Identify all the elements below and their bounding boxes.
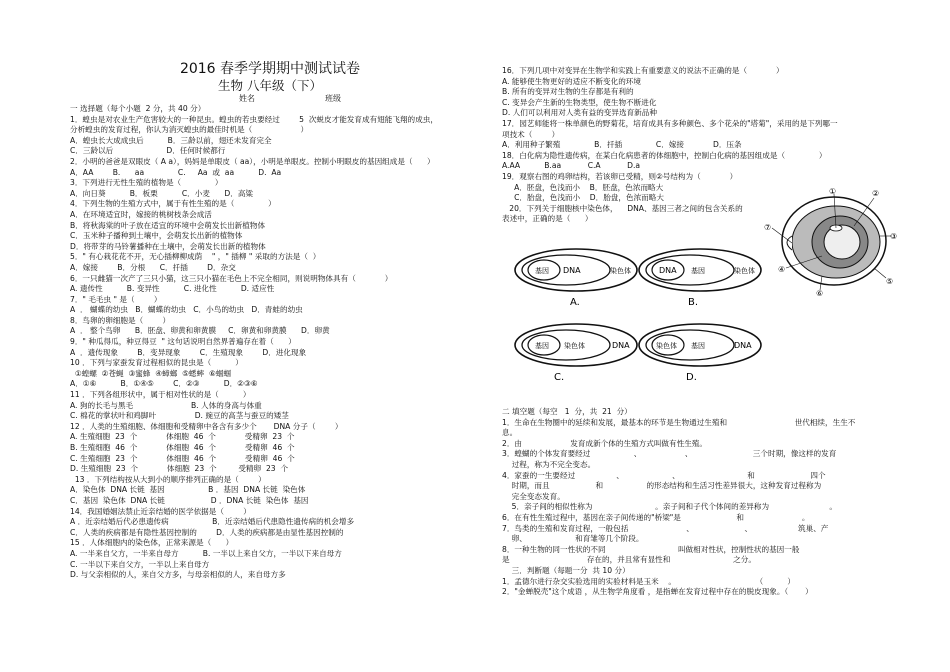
egg-label-4: ⑤ [886,277,894,286]
name-label: 姓名 [239,94,255,103]
left-question-line: A．在环境适宜时，嫁接的桃树枝条会成活 [70,209,212,219]
left-question-line: 3．下列进行无性生殖的植物是（ ） [70,178,223,188]
left-question-line: A．AA B. aa C. Aa 或 aa D. Aa [70,167,282,177]
left-question-line: 4．下列生物的生殖方式中，属于有性生殖的是（ ） [70,199,276,209]
left-question-line: 分析蝗虫的发育过程，你认为消灭蝗虫的最佳时机是（ ） [70,125,309,135]
left-question-line: A．蝗虫长大成成虫后 B．三龄以前，翅还未发育完全 [70,135,272,145]
fill-question-line: 4．家蚕的一生要经过 、 、 和 四个 [502,470,826,480]
left-question-line: A ．近亲结婚后代必患遗传病 B．近亲结婚后代患隐性遗传病的机会增多 [70,517,355,527]
right-question-line: 项技术（ ） [502,129,560,139]
left-question-line: 14．我国婚姻法禁止近亲结婚的医学依据是（ ） [70,506,251,516]
right-question-line: 20．下列关于细胞核中染色体， DNA、基因三者之间的包含关系的 [502,203,743,213]
diagram-b [636,247,766,309]
diagram-a-letter: A. [570,297,580,308]
fill-question-line: 卵、 和育雏等几个阶段。 [502,534,644,544]
fill-question-line: 二 填空题（每空 1 分，共 21 分） [502,407,632,416]
left-question-line: 6．一只雌猫一次产了三只小猫，这三只小猫在毛色上不完全相同，则说明物体具有（ ） [70,273,393,283]
egg-label-2: ② [872,189,880,198]
egg-label-5: ⑥ [816,289,824,296]
left-question-line: C. 生殖细胞 23 个 体细胞 46 个 受精卵 46 个 [70,453,295,463]
left-question-line: B. 生殖细胞 46 个 体细胞 46 个 受精卵 46 个 [70,443,295,452]
fill-question-line: 2．由 发育成新个体的生殖方式叫做有性生殖。 [502,438,707,448]
left-question-line: C. 棉花的掌状叶和鸡脚叶 D. 豌豆的高茎与蚕豆的矮茎 [70,411,289,421]
diagram-c-inner: 基因 [535,342,549,350]
right-question-line: 表述中，正确的是（ ） [502,214,593,224]
left-question-line: A. 狗的长毛与黑毛 B. 人体的身高与体重 [70,400,262,410]
left-question-line: A. 一半来自父方，一半来自母方 B. 一半以上来自父方，一半以下来自母方 [70,548,342,558]
right-question-line: A．利用种子繁殖 B．扦插 C．嫁接 D．压条 [502,140,742,150]
diagram-a-outer: 染色体 [610,267,631,275]
fill-question-line: 8．一种生物的同一性状的不同 叫做相对性状，控制性状的基因一般 [502,544,800,554]
left-question-line: 13 ．下列结构按从大到小的顺序排列正确的是（ ） [70,474,266,484]
class-label: 班级 [325,94,341,103]
left-question-line: D. 与父亲相似的人，来自父方多，与母亲相似的人，来自母方多 [70,570,286,580]
right-question-line: A. 能够使生物更好的适应不断变化的环境 [502,76,641,86]
egg-label-1: ① [829,187,837,196]
left-question-line: C．基因 染色体 DNA 长链 D ．DNA 长链 染色体 基因 [70,495,309,505]
fill-question-line: 是 存在的，并且常有显性和 之分。 [502,555,756,565]
left-question-line: A. 遗传性 B. 变异性 C. 进化性 D. 适应性 [70,284,275,294]
fill-question-line: 息。 [502,428,518,438]
left-question-line: C．人类的疾病都是有隐性基因控制的 D．人类的疾病都是由显性基因控制的 [70,527,344,537]
fill-question-line: 1．生命在生物圈中的延续和发展，最基本的环节是生物通过生殖和 世代相续，生生不 [502,417,856,427]
left-question-line: D. 生殖细胞 23 个 体细胞 23 个 受精卵 23 个 [70,464,289,474]
left-question-line: 11 ．下列各组形状中，属于相对性状的是（ ） [70,390,251,400]
left-question-line: 1．蝗虫是对农业生产危害较大的一种昆虫。蝗虫的若虫要经过 5 次蜕皮才能发育成有翅能飞翔的成虫， [70,114,438,124]
right-question-line: C. 变异会产生新的生物类型，使生物不断进化 [502,97,657,107]
diagram-c-outer: DNA [612,341,630,350]
left-question-line: 7．" 毛毛虫 " 是（ ） [70,294,162,304]
left-question-line: B．将秋海棠的叶子放在适宜的环境中会萌发长出新植物体 [70,220,266,230]
diagram-d-letter: D. [686,372,697,383]
left-question-line: A．嫁接 B．分根 C．扦插 D．杂交 [70,262,236,272]
egg-diagram [762,186,902,296]
left-question-line: C．三龄以后 D．任何时候都行 [70,146,226,156]
fill-question-line: 6．在有性生殖过程中，基因在亲子间传递的"桥梁"是 和 。 [502,512,810,522]
left-question-line: ①蝗螺 ②苍蝇 ③蜜蜂 ④蟑螂 ⑤蟋蟀 ⑥蝈蝈 [70,368,231,378]
left-question-line: 2．小明的爸爸是双眼皮（ A a），妈妈是单眼皮（ aa），小明是单眼皮。控制小明眼皮的基因组成是（ ） [70,156,435,166]
left-question-line: A．向日葵 B．板栗 C．小麦 D．高粱 [70,188,254,198]
egg-label-6: ⑦ [764,223,772,232]
left-question-line: 12 ．人类的生殖细胞、体细胞和受精卵中各含有多少个 DNA 分子（ ） [70,421,343,431]
diagram-b-inner: DNA [659,266,677,275]
left-question-line: 8．鸟卵的卵细胞是（ ） [70,315,171,325]
diagram-a-middle: DNA [563,266,581,275]
left-question-line: 一 选择题（每个小题 2 分，共 40 分） [70,104,206,113]
left-question-line: A．染色体 DNA 长链 基因 B ．基因 DNA 长链 染色体 [70,485,306,495]
egg-label-3: ③ [890,232,898,241]
diagram-d-outer: DNA [734,341,752,350]
exam-title: 2016 春季学期期中测试试卷 [179,61,361,77]
left-question-line: 5．" 有心栽花花不开，无心插柳柳成荫 " ，" 插柳 " 采取的方法是（ ） [70,252,321,262]
fill-question-line: 3．蝗蝴的个体发育要经过 、 、 三个时期，像这样的发育 [502,449,837,459]
diagram-a [512,247,642,309]
fill-question-line: 过程，称为不完全变态。 [502,459,596,469]
diagram-b-outer: 染色体 [734,267,755,275]
left-question-line: 15 ．人体细胞内的染色体，正常来源是（ ） [70,538,234,548]
egg-label-7: ④ [778,265,786,274]
left-question-line: C. 一半以下来自父方，一半以上来自母方 [70,559,210,569]
right-question-line: 16．下列几项中对变异在生物学和实践上有重要意义的说法不正确的是（ ） [502,66,784,75]
fill-question-line: 2．"金蝉脱壳"这个成语 ，从生物学角度看 ，是指蝉在发育过程中存在的脱皮现象。（ ） [502,587,813,597]
left-question-line: 9．" 种瓜得瓜，种豆得豆 " 这句话说明自然界普遍存在着（ ） [70,337,296,347]
right-question-line: A．胚盘，色浅而小 B．胚盘，色浓而略大 [502,182,664,192]
right-question-line: C．胎盘，色浅而小 D．胎盘，色浓而略大 [502,193,664,203]
right-question-line: A.AA B.aa C.A D.a [502,161,641,171]
exam-subtitle: 生物 八年级（下） [218,78,322,93]
diagram-b-letter: B. [688,297,699,308]
left-question-line: A ．遗传现象 B．变异现象 C．生殖现象 D．进化现象 [70,347,307,357]
left-question-line: A ． 蝴蝶的幼虫 B．蝴蝶的幼虫 C．小鸟的幼虫 D．青蛙的幼虫 [70,305,303,315]
right-question-line: 19．观察右图的鸡卵结构，若该卵已受精，则②号结构为（ ） [502,171,738,181]
right-question-line: D. 人们可以利用对人类有益的变异选育新品种 [502,108,657,118]
left-question-line: C．玉米种子播种到土壤中，会萌发长出新的植物体 [70,231,243,241]
right-question-line: B. 所有的变异对生物的生存都是有利的 [502,87,634,97]
diagram-c-middle: 染色体 [564,342,585,350]
student-info [110,94,470,104]
left-column [70,0,470,581]
fill-question-line: 5．亲子间的相似性称为 。亲子间和子代个体间的差异称为 。 [502,502,838,512]
fill-question-line: 1．孟德尔进行杂交实验选用的实验材料是玉米 。 （ ） [502,576,795,586]
fill-question-line: 7．鸟类的生殖和发育过程，一般包括 、 、 筑巢、产 [502,523,829,533]
right-question-line: 17．园艺师能将一株单颜色的野菊花，培育成具有多种颜色、多个花朵的"塔菊"，采用的是下列哪一 [502,118,838,128]
left-question-line: A. 生殖细胞 23 个 体细胞 46 个 受精卵 23 个 [70,432,295,442]
right-questions-bottom [502,407,897,598]
right-question-line: 18．白化病为隐性遗传病，在某白化病患者的体细胞中，控制白化病的基因组成是（ ） [502,150,827,160]
diagram-b-middle: 基因 [691,267,705,275]
diagram-a-inner: 基因 [535,267,549,275]
diagram-d-middle: 基因 [691,342,705,350]
diagram-c-letter: C. [554,372,565,383]
left-questions [70,104,470,581]
right-column-bottom [502,407,897,598]
left-question-line: D．将带芽的马铃薯播种在土壤中，会萌发长出新的植物体 [70,241,266,251]
diagram-c [512,322,642,384]
fill-question-line: 完全变态发育。 [502,491,565,501]
left-question-line: A ． 整个鸟卵 B．胚盘、卵黄和卵黄膜 C．卵黄和卵黄膜 D．卵黄 [70,326,330,336]
left-question-line: A．①⑥ B．①④⑤ C．②③ D．②③⑥ [70,379,258,389]
diagram-d-inner: 染色体 [656,342,677,350]
fill-question-line: 时期，而且 和 的形态结构和生活习性差异很大，这种发育过程称为 [502,481,822,491]
diagram-d [636,322,766,384]
fill-question-line: 三．判断题（每题一分 共 10 分） [502,565,630,575]
left-question-line: 10 ．下列与家蚕发育过程相似的昆虫是（ ） [70,358,243,368]
